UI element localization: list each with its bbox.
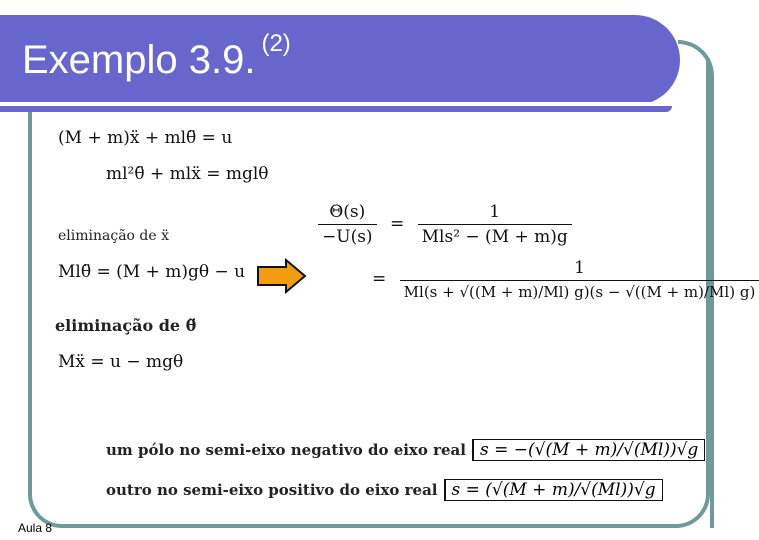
equals-sign-1: = (389, 214, 405, 234)
transfer-rhs1-fraction (418, 202, 572, 247)
elimination-x-label: eliminação de ẍ (58, 228, 170, 244)
transfer-lhs-denominator: −U(s) (318, 224, 377, 247)
transfer-lhs-numerator: Θ(s) (329, 202, 366, 222)
equation-3: Mlθ̈ = (M + m)gθ − u (58, 262, 246, 282)
transfer-rhs1-numerator: 1 (489, 202, 501, 222)
right-arrow-icon (256, 258, 308, 294)
transfer-rhs2-numerator: 1 (574, 258, 585, 278)
equation-2: ml²θ̈ + mlẍ = mglθ (106, 164, 269, 184)
slide-footer: Aula 8 (18, 521, 53, 535)
pole-positive-expression: s = (√(M + m)/√(Ml))√g (444, 479, 663, 501)
pole-negative-expression: s = −(√(M + m)/√(Ml))√g (472, 439, 705, 461)
transfer-function-row-1 (318, 202, 572, 247)
equation-4: Mẍ = u − mgθ (58, 352, 184, 372)
pole-negative-row (106, 440, 705, 460)
slide-title-superscript: (2) (261, 30, 291, 57)
pole-positive-text: outro no semi-eixo positivo do eixo real (106, 481, 438, 499)
equals-sign-2: = (372, 269, 387, 289)
slide-title-text: Exemplo 3.9. (22, 38, 256, 82)
slide-title (22, 30, 291, 83)
pole-positive-row (106, 480, 663, 500)
transfer-rhs1-denominator: Mls² − (M + m)g (418, 224, 572, 247)
title-bar-underline (0, 106, 672, 112)
pole-negative-text: um pólo no semi-eixo negativo do eixo real (106, 441, 466, 459)
elimination-theta-label: eliminação de θ̈ (55, 316, 197, 335)
transfer-function-row-2 (372, 258, 759, 301)
transfer-lhs-fraction (318, 202, 377, 247)
equation-1: (M + m)ẍ + mlθ̈ = u (58, 128, 233, 148)
transfer-rhs2-fraction (400, 258, 759, 301)
transfer-rhs2-denominator: Ml(s + √((M + m)/Ml) g)(s − √((M + m)/Ml) g) (400, 280, 759, 301)
